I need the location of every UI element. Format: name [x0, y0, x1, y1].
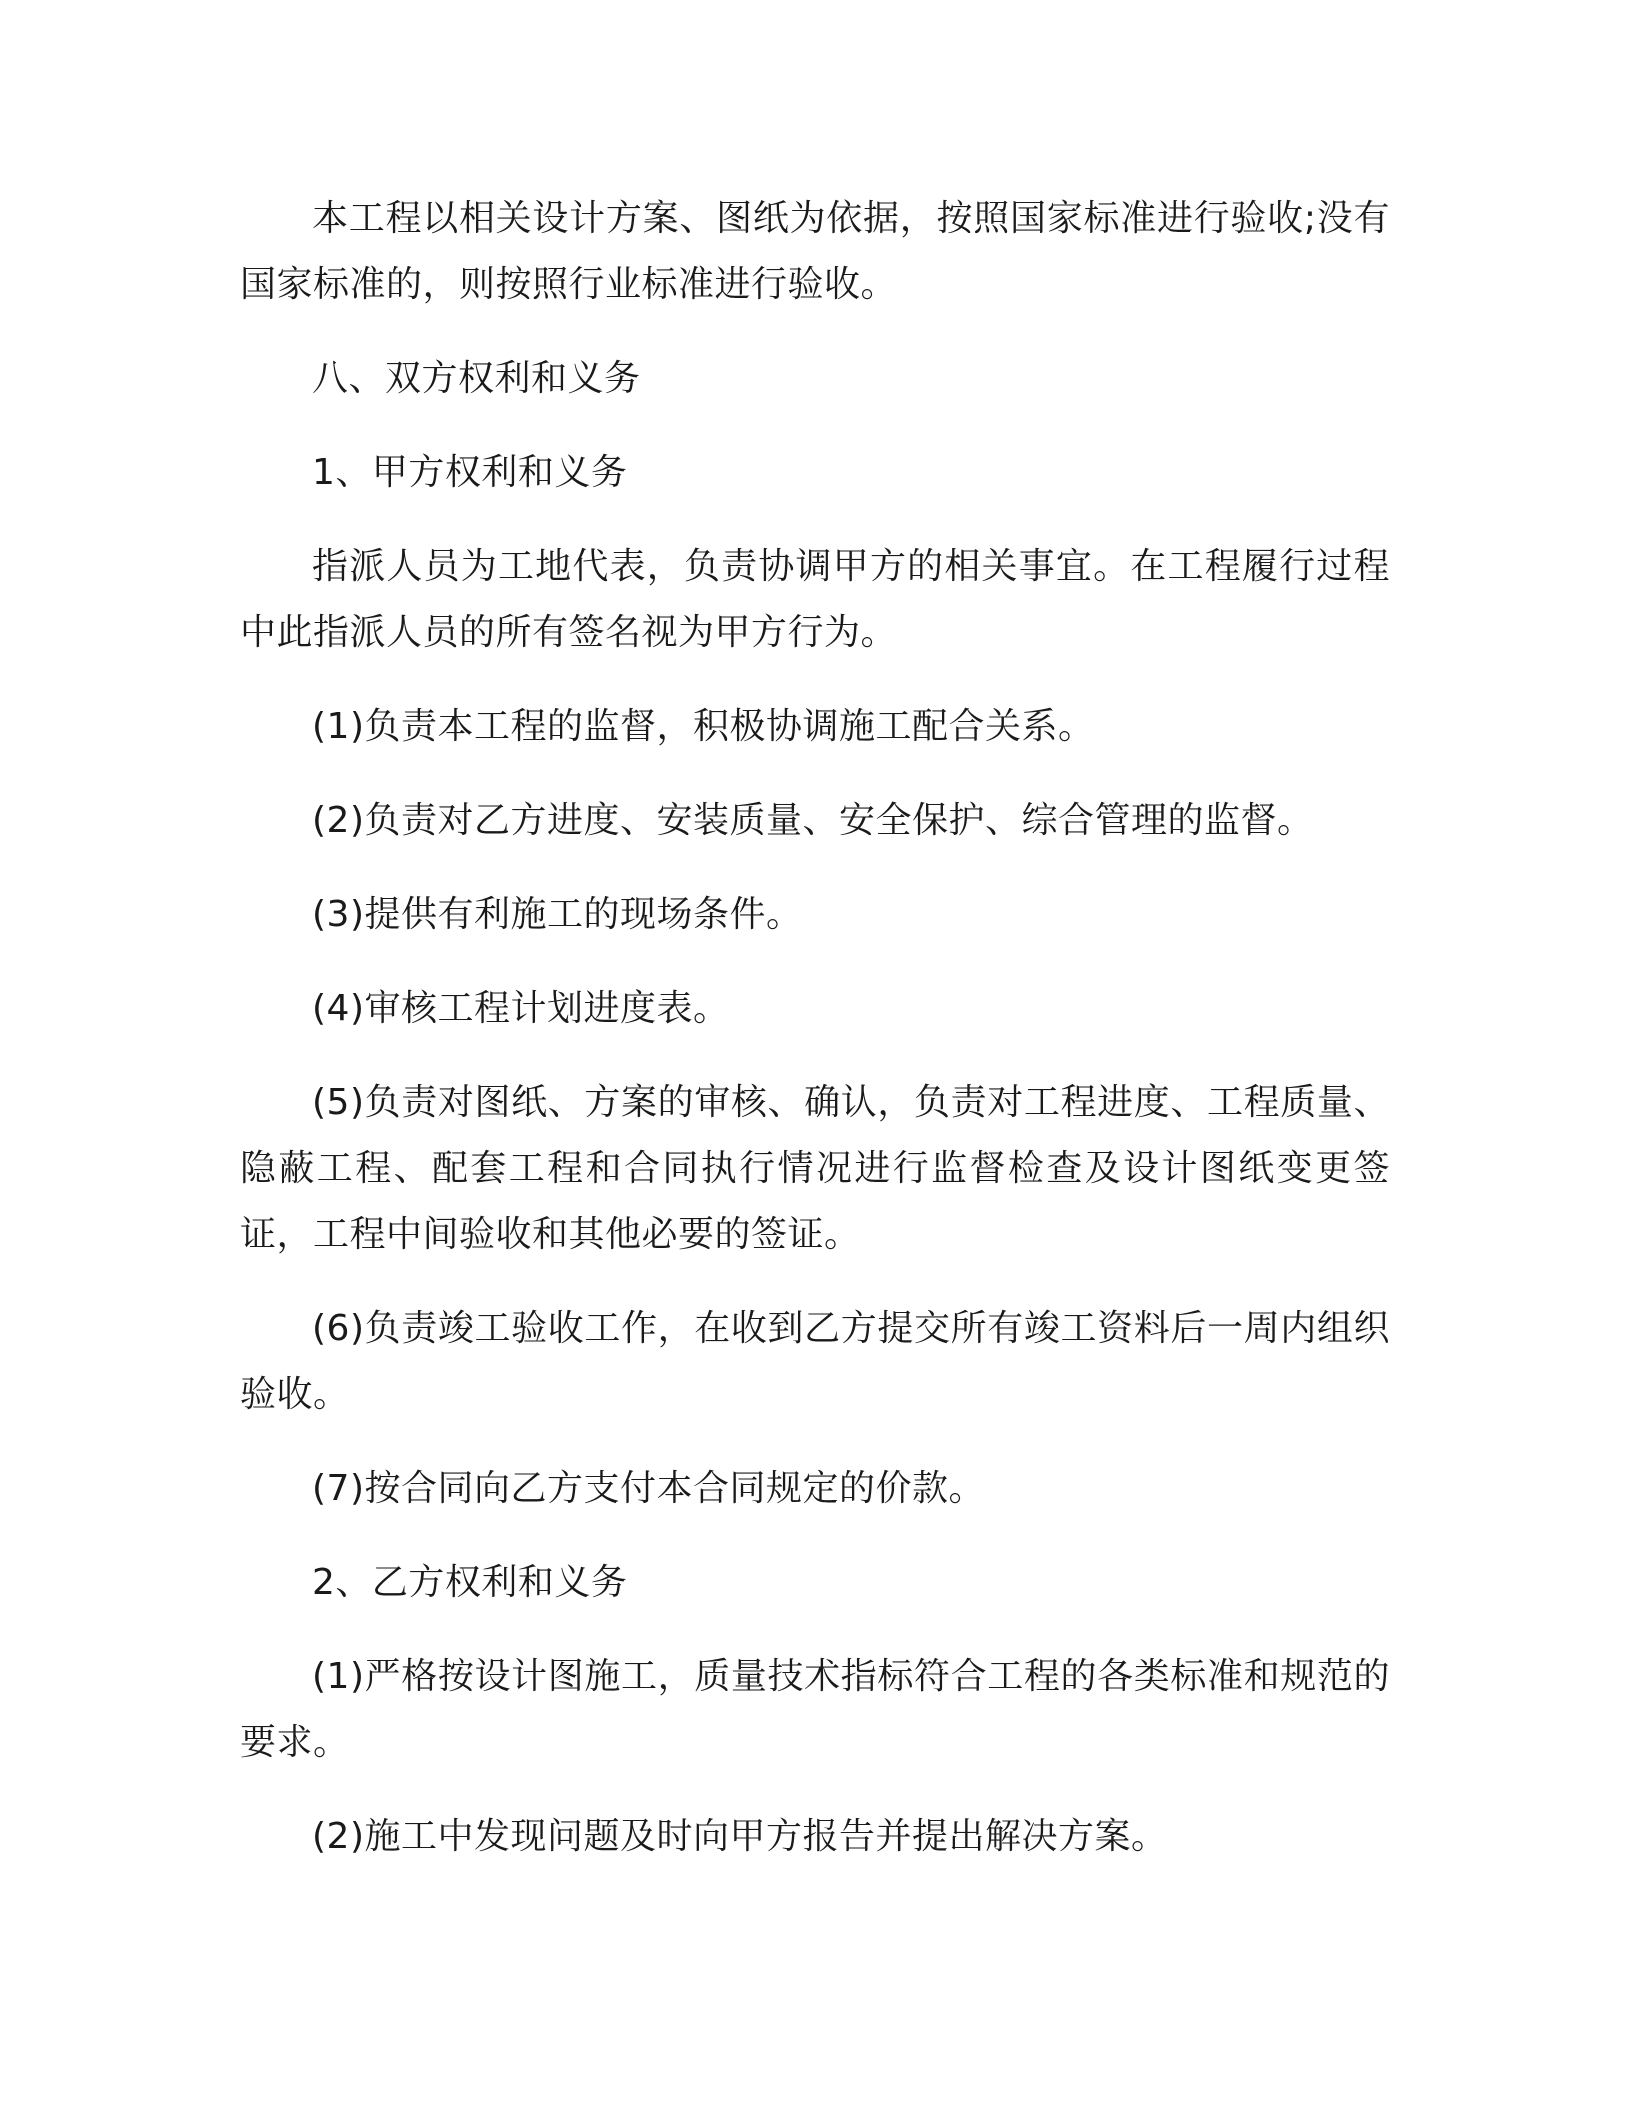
list-item-b-1: (1)严格按设计图施工，质量技术指标符合工程的各类标准和规范的要求。	[240, 1656, 1390, 1763]
list-item-a-6: (6)负责竣工验收工作，在收到乙方提交所有竣工资料后一周内组织验收。	[240, 1308, 1390, 1415]
paragraph-acceptance-basis: 本工程以相关设计方案、图纸为依据，按照国家标准进行验收;没有国家标准的，则按照行业标准进行验收。	[240, 198, 1390, 305]
list-item-a-5: (5)负责对图纸、方案的审核、确认，负责对工程进度、工程质量、隐蔽工程、配套工程和合同执行情况进行监督检查及设计图纸变更签证，工程中间验收和其他必要的签证。	[240, 1082, 1390, 1255]
list-item-a-2: (2)负责对乙方进度、安装质量、安全保护、综合管理的监督。	[312, 800, 1314, 841]
list-item-b-2: (2)施工中发现问题及时向甲方报告并提出解决方案。	[312, 1816, 1168, 1857]
list-item-a-1: (1)负责本工程的监督，积极协调施工配合关系。	[312, 706, 1095, 747]
subheading-party-a: 1、甲方权利和义务	[312, 452, 628, 493]
list-item-a-3: (3)提供有利施工的现场条件。	[312, 894, 803, 935]
document-body	[240, 186, 1390, 1898]
subheading-party-b: 2、乙方权利和义务	[312, 1562, 628, 1603]
list-item-a-4: (4)审核工程计划进度表。	[312, 988, 730, 1029]
list-item-a-7: (7)按合同向乙方支付本合同规定的价款。	[312, 1468, 985, 1509]
section-heading-rights-obligations: 八、双方权利和义务	[312, 358, 641, 399]
paragraph-site-representative: 指派人员为工地代表，负责协调甲方的相关事宜。在工程履行过程中此指派人员的所有签名视为甲方行为。	[240, 546, 1390, 653]
